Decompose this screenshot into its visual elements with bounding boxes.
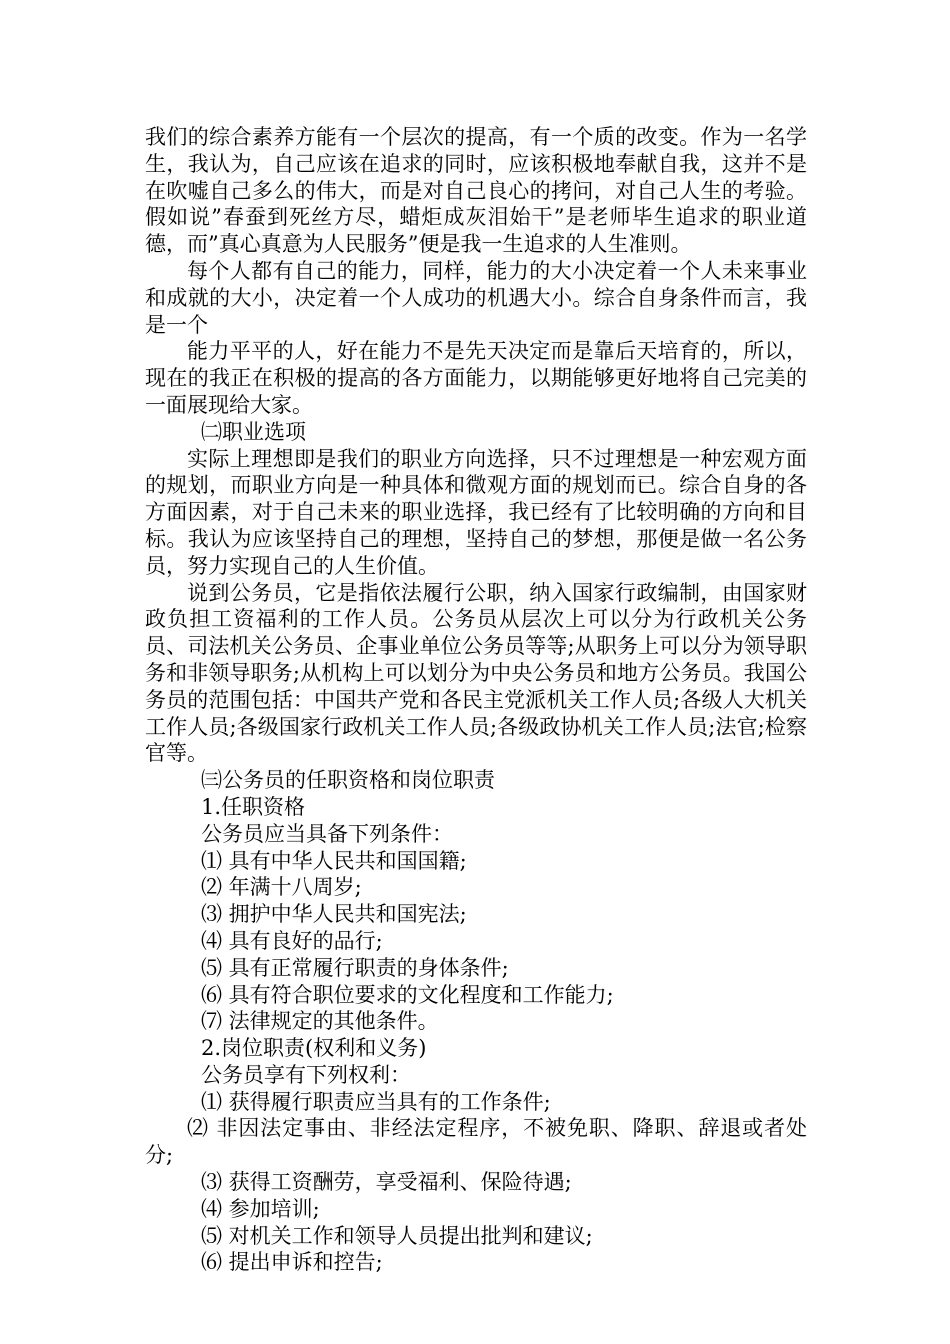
list-item: ⑺ 法律规定的其他条件。 <box>201 1009 439 1034</box>
subsection-heading: 1.任职资格 <box>201 794 306 819</box>
paragraph: 实际上理想即是我们的职业方向选择，只不过理想是一种宏观方面的规划，而职业方向是一种具体和微观方面的规划而已。综合自身的各方面因素，对于自己未来的职业选择，我已经有了比较明确的方向和目标。我认为应该坚持自己的理想，坚持自己的梦想，那便是做一名公务员，努力实现自己的人生价值。 <box>145 446 807 578</box>
list-intro: 公务员应当具备下列条件： <box>201 821 453 846</box>
list-item: ⑷ 具有良好的品行; <box>201 928 383 953</box>
paragraph: 能力平平的人，好在能力不是先天决定而是靠后天培育的，所以，现在的我正在积极的提高的各方面能力，以期能够更好地将自己完美的一面展现给大家。 <box>145 339 807 417</box>
list-item: ⑶ 拥护中华人民共和国宪法; <box>201 902 467 927</box>
list-item: ⑶ 获得工资酬劳，享受福利、保险待遇; <box>201 1170 572 1195</box>
list-item: ⑵ 非因法定事由、非经法定程序，不被免职、降职、辞退或者处分; <box>145 1116 807 1168</box>
list-item: ⑵ 年满十八周岁; <box>201 875 362 900</box>
paragraph: 每个人都有自己的能力，同样，能力的大小决定着一个人未来事业和成就的大小，决定着一个人成功的机遇大小。综合自身条件而言，我是一个 <box>145 258 807 337</box>
list-item: ⑹ 具有符合职位要求的文化程度和工作能力; <box>201 982 614 1007</box>
list-item: ⑷ 参加培训; <box>201 1196 320 1221</box>
section-heading: ㈡职业选项 <box>201 419 306 444</box>
paragraph: 说到公务员，它是指依法履行公职，纳入国家行政编制，由国家财政负担工资福利的工作人员。公务员从层次上可以分为行政机关公务员、司法机关公务员、企事业单位公务员等等;从职务上可以分为领导职务和非领导职务;从机构上可以划分为中央公务员和地方公务员。我国公务员的范围包括：中国共产党和各民主党派机关工作人员;各级人大机关工作人员;各级国家行政机关工作人员;各级政协机关工作人员;法官;检察官等。 <box>145 580 807 766</box>
list-item: ⑸ 具有正常履行职责的身体条件; <box>201 955 509 980</box>
subsection-heading: 2.岗位职责(权利和义务) <box>201 1036 427 1061</box>
list-item: ⑹ 提出申诉和控告; <box>201 1250 383 1275</box>
list-item: ⑴ 具有中华人民共和国国籍; <box>201 848 467 873</box>
section-heading: ㈢公务员的任职资格和岗位职责 <box>201 768 495 793</box>
list-item: ⑴ 获得履行职责应当具有的工作条件; <box>201 1089 551 1114</box>
list-intro: 公务员享有下列权利： <box>201 1062 411 1087</box>
list-item: ⑸ 对机关工作和领导人员提出批判和建议; <box>201 1223 593 1248</box>
document-body <box>145 124 807 1276</box>
paragraph: 我们的综合素养方能有一个层次的提高，有一个质的改变。作为一名学生，我认为，自己应该在追求的同时，应该积极地奉献自我，这并不是在吹嘘自己多么的伟大，而是对自己良心的拷问，对自己人生的考验。假如说”春蚕到死丝方尽，蜡炬成灰泪始干”是老师毕生追求的职业道德，而”真心真意为人民服务”便是我一生追求的人生准则。 <box>145 125 807 257</box>
